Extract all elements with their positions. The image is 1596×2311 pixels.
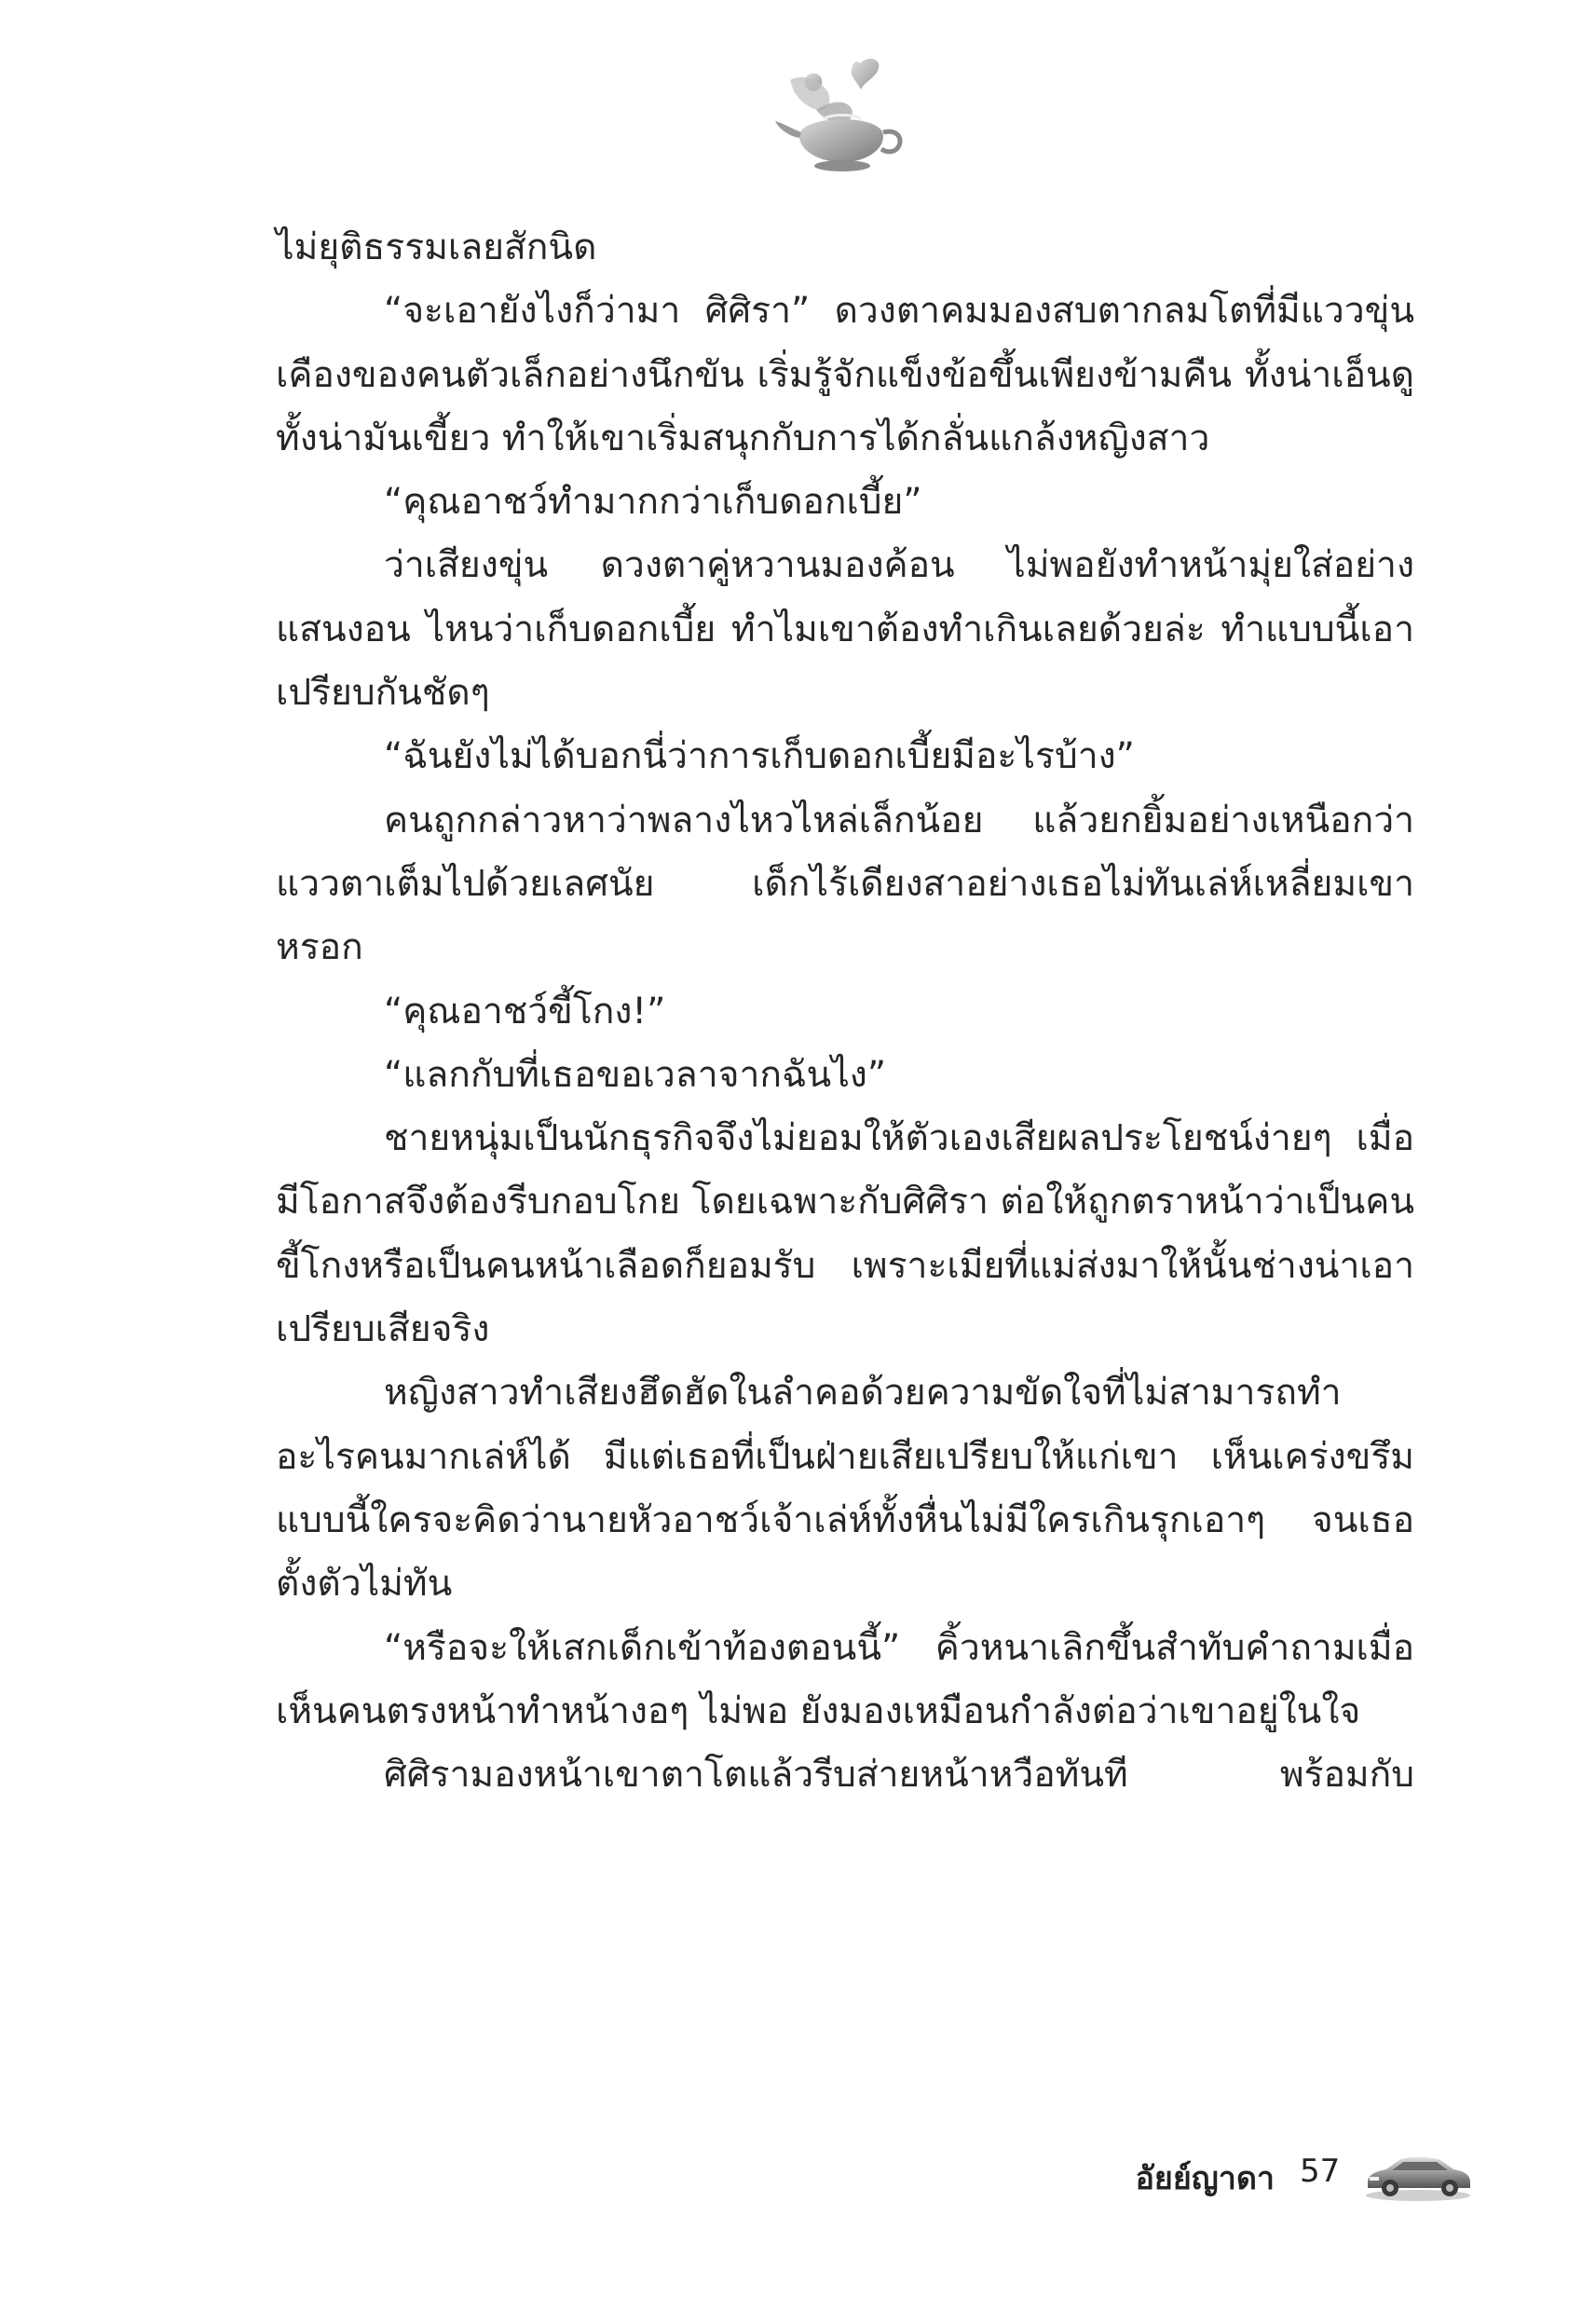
paragraph: “คุณอาชว์ทำมากกว่าเก็บดอกเบี้ย” — [384, 481, 922, 524]
car-icon — [1362, 2145, 1474, 2203]
paragraph: “ฉันยังไม่ได้บอกนี่ว่าการเก็บดอกเบี้ยมีอะไรบ้าง” — [384, 735, 1135, 778]
paragraph: “จะเอายังไงก็ว่ามา ศิศิรา” ดวงตาคมมองสบตากลมโตที่มีแววขุ่นเคืองของคนตัวเล็กอย่างนึกขัน เริ่มรู้จักแข็งข้อขึ้นเพียงข้ามคืน ทั้งน่าเอ็นดูทั้งน่ามันเขี้ยว ทำให้เขาเริ่มสนุกกับการได้กลั่นแกล้งหญิงสาว — [276, 290, 1414, 459]
paragraph: “คุณอาชว์ขี้โกง!” — [384, 990, 666, 1032]
body-text — [276, 216, 1414, 1807]
cupid-teapot-icon — [771, 54, 911, 180]
paragraph: ชายหนุ่มเป็นนักธุรกิจจึงไม่ยอมให้ตัวเองเสียผลประโยชน์ง่ายๆ เมื่อมีโอกาสจึงต้องรีบกอบโกย โดยเฉพาะกับศิศิรา ต่อให้ถูกตราหน้าว่าเป็นคนขี้โกงหรือเป็นคนหน้าเลือดก็ยอมรับ เพราะเมียที่แม่ส่งมาให้นั้นช่างน่าเอาเปรียบเสียจริง — [276, 1117, 1414, 1351]
paragraph: หญิงสาวทำเสียงฮึดฮัดในลำคอด้วยความขัดใจที่ไม่สามารถทำอะไรคนมากเล่ห์ได้ มีแต่เธอที่เป็นฝ่ายเสียเปรียบให้แก่เขา เห็นเคร่งขรึมแบบนี้ใครจะคิดว่านายหัวอาชว์เจ้าเล่ห์ทั้งหื่นไม่มีใครเกินรุกเอาๆ จนเธอตั้งตัวไม่ทัน — [276, 1372, 1414, 1606]
paragraph: คนถูกกล่าวหาว่าพลางไหวไหล่เล็กน้อย แล้วยกยิ้มอย่างเหนือกว่าแววตาเต็มไปด้วยเลศนัย เด็กไร้เดียงสาอย่างเธอไม่ทันเล่ห์เหลี่ยมเขาหรอก — [276, 799, 1414, 969]
paragraph: ไม่ยุติธรรมเลยสักนิด — [276, 226, 597, 268]
paragraph: “แลกกับที่เธอขอเวลาจากฉันไง” — [384, 1053, 887, 1096]
author-name: อัยย์ญาดา — [1135, 2160, 1275, 2197]
page-footer — [1071, 2141, 1481, 2216]
paragraph: ว่าเสียงขุ่น ดวงตาคู่หวานมองค้อน ไม่พอยังทำหน้ามุ่ยใส่อย่างแสนงอน ไหนว่าเก็บดอกเบี้ย ทำไมเขาต้องทำเกินเลยด้วยล่ะ ทำแบบนี้เอาเปรียบกันชัดๆ — [276, 544, 1414, 715]
paragraph: “หรือจะให้เสกเด็กเข้าท้องตอนนี้” คิ้วหนาเลิกขึ้นสำทับคำถามเมื่อเห็นคนตรงหน้าทำหน้างอๆ ไม่พอ ยังมองเหมือนกำลังต่อว่าเขาอยู่ในใจ — [276, 1626, 1414, 1732]
page-number: 57 — [1300, 2153, 1341, 2190]
paragraph: ศิศิรามองหน้าเขาตาโตแล้วรีบส่ายหน้าหวือทันที พร้อมกับ — [384, 1754, 1414, 1797]
